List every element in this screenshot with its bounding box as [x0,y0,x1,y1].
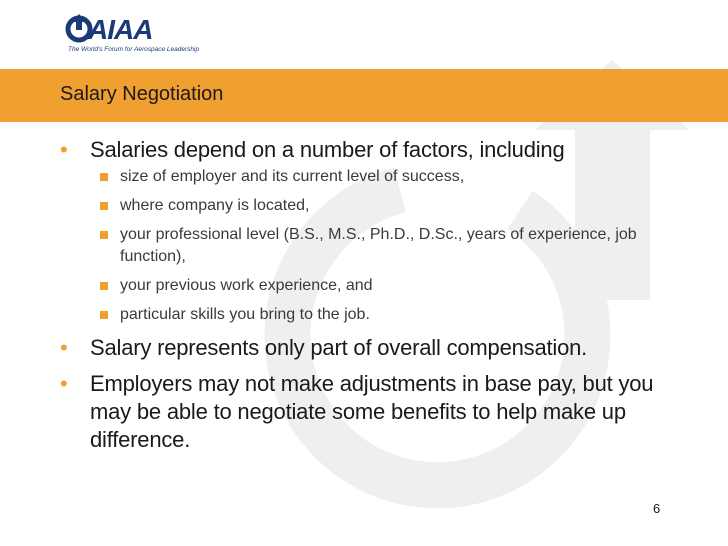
slide-content [58,136,678,456]
bullet-dot-icon: • [60,371,68,396]
sub-bullet-item: your previous work experience, and [58,275,678,297]
aiaa-logo [64,12,200,58]
square-bullet-icon [100,282,108,290]
bullet-item: • Employers may not make adjustments in base pay, but you may be able to negotiate some benefits to help make up difference. [60,371,654,452]
slide-title: Salary Negotiation [60,83,224,105]
square-bullet-icon [100,311,108,319]
page-number: 6 [653,501,661,516]
logo-wordmark: AIAA [88,14,153,45]
bullet-item: • Salaries depend on a number of factors, including [60,137,565,162]
sub-bullet-item: where company is located, [58,195,678,217]
bullet-dot-icon: • [60,335,68,360]
bullet-item: • Salary represents only part of overall compensation. [60,335,588,360]
logo-tagline: The World's Forum for Aerospace Leadership [68,46,200,53]
square-bullet-icon [100,173,108,181]
sub-bullet-item: particular skills you bring to the job. [58,304,678,326]
bullet-dot-icon: • [60,137,68,162]
sub-bullet-item: size of employer and its current level of success, [58,166,678,188]
sub-bullet-item: your professional level (B.S., M.S., Ph.D., D.Sc., years of experience, job function), [58,224,678,268]
square-bullet-icon [100,202,108,210]
square-bullet-icon [100,231,108,239]
